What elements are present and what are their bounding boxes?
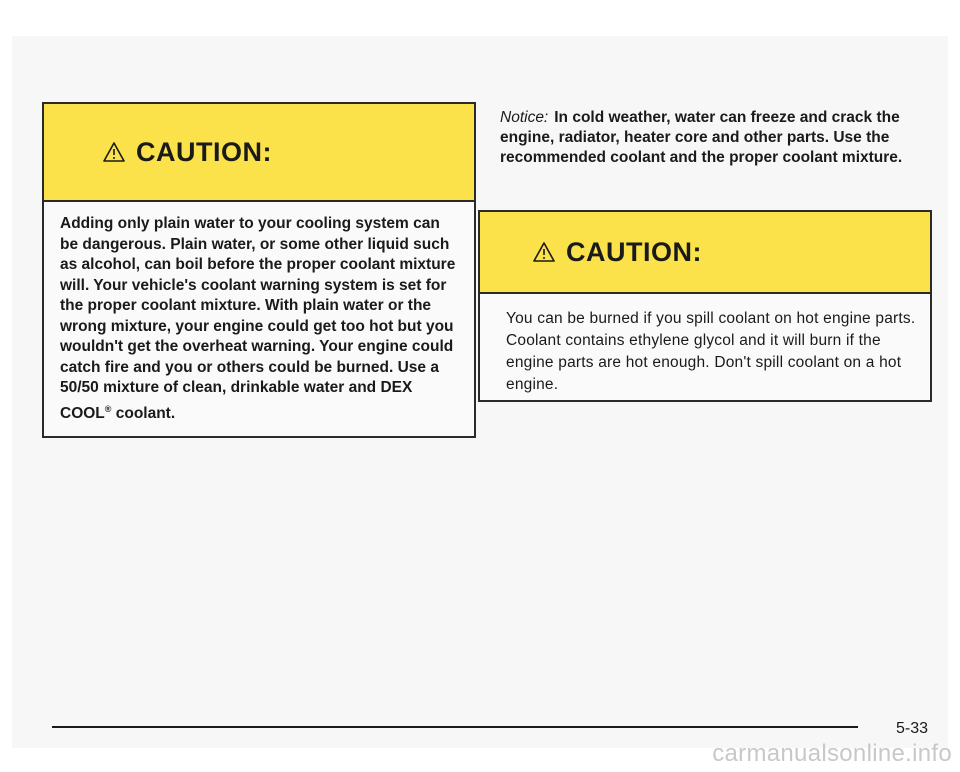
warning-triangle-icon [532,241,556,263]
caution-header [44,104,474,202]
caution-body: You can be burned if you spill coolant on hot engine parts. Coolant contains ethylene glycol and it will burn if the engine parts are hot enough. Don't spill coolant on a hot engine. [506,310,916,393]
caution-title [102,137,272,168]
caution-title-text: CAUTION: [136,136,272,167]
caution-body-end: coolant. [111,404,176,422]
caution-title-text: CAUTION: [566,236,702,267]
caution-box-water [42,102,476,438]
registered-mark: ® [104,403,112,414]
warning-triangle-icon [102,141,126,163]
footer-rule [52,726,858,728]
caution-body-text: Adding only plain water to your cooling system can be dangerous. Plain water, or some other liquid such as alcohol, can boil before the proper coolant mixture will. Your vehicle's coolant warning system is set for the proper coolant mixture. With plain water or the wrong mixture, your engine could get too hot but you wouldn't get the overheat warning. Your engine could catch fire and you or others could be burned. Use a 50/50 mixture of clean, drinkable water and DEX COOL [60,215,456,422]
caution-box-burn [478,210,932,402]
notice-paragraph [500,108,940,168]
caution-body [44,202,474,424]
notice-text: In cold weather, water can freeze and crack the engine, radiator, heater core and other parts. Use the recommended coolant and the proper coolant mixture. [500,109,903,166]
manual-page [12,36,948,748]
caution-header [480,212,930,294]
watermark-text[interactable]: carmanualsonline.info [712,740,952,767]
caution-title [532,237,702,268]
notice-lead: Notice: [500,109,549,126]
page-number: 5-33 [896,720,929,737]
